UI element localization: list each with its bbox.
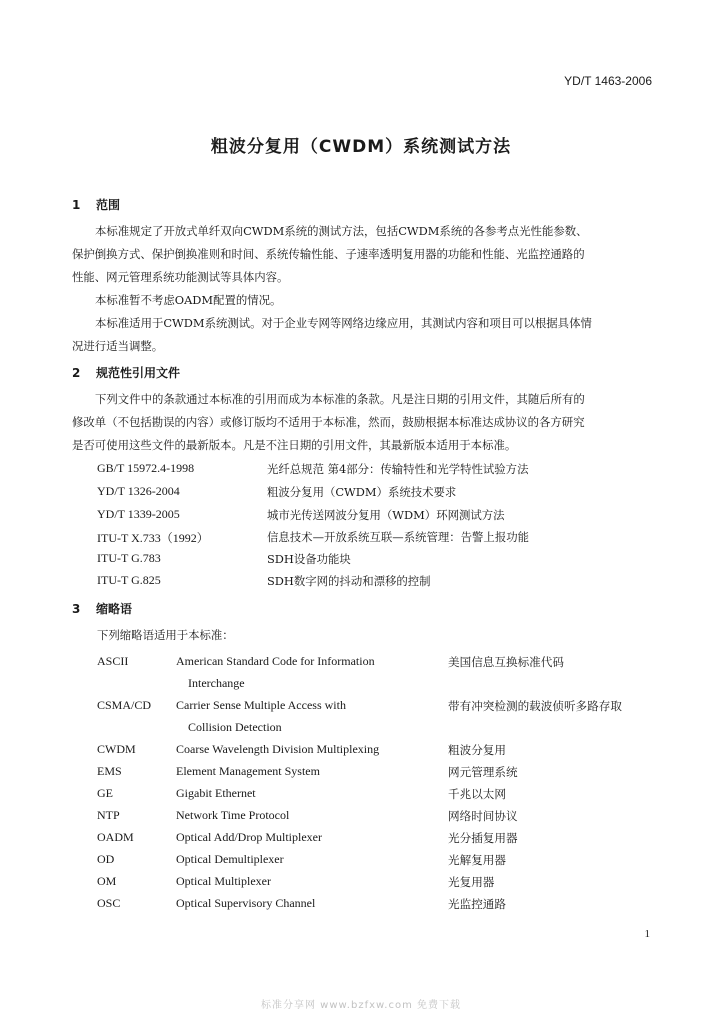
abbreviation: OM xyxy=(97,874,117,888)
abbreviation-english: Optical Demultiplexer xyxy=(176,852,284,866)
abbreviation-chinese: 光复用器 xyxy=(448,875,495,889)
abbreviation-english: American Standard Code for Information xyxy=(176,654,375,668)
abbreviation: OSC xyxy=(97,896,121,910)
paragraph-line: 本标准适用于CWDM系统测试。对于企业专网等网络边缘应用，其测试内容和项目可以根据具体情 xyxy=(95,316,592,330)
paragraph-line: 本标准规定了开放式单纤双向CWDM系统的测试方法，包括CWDM系统的各参考点光性能参数、 xyxy=(95,224,588,238)
abbreviation-english-continued: Collision Detection xyxy=(188,720,282,734)
abbreviation-english: Carrier Sense Multiple Access with xyxy=(176,698,346,712)
abbreviation-english: Gigabit Ethernet xyxy=(176,786,256,800)
reference-title: 城市光传送网波分复用（WDM）环网测试方法 xyxy=(267,508,505,522)
reference-code: ITU-T G.825 xyxy=(97,573,161,587)
reference-title: SDH设备功能块 xyxy=(267,552,351,566)
section-1-heading xyxy=(72,196,120,213)
reference-code: ITU-T X.733（1992） xyxy=(97,531,209,545)
abbreviation-english: Optical Multiplexer xyxy=(176,874,271,888)
abbreviation-chinese: 网元管理系统 xyxy=(448,765,518,779)
abbreviation-english: Network Time Protocol xyxy=(176,808,290,822)
abbreviation-english-continued: Interchange xyxy=(188,676,245,690)
abbreviation-chinese: 美国信息互换标准代码 xyxy=(448,655,564,669)
reference-title: 粗波分复用（CWDM）系统技术要求 xyxy=(267,485,457,499)
abbreviation-chinese: 光解复用器 xyxy=(448,853,506,867)
paragraph-line: 性能、网元管理系统功能测试等具体内容。 xyxy=(72,270,289,284)
reference-code: YD/T 1339-2005 xyxy=(97,507,180,521)
abbreviation: OD xyxy=(97,852,115,866)
watermark: 标准分享网 www.bzfxw.com 免费下载 xyxy=(261,1000,461,1011)
abbreviation-chinese: 光监控通路 xyxy=(448,897,506,911)
section-title: 缩略语 xyxy=(96,602,133,616)
paragraph-line: 保护倒换方式、保护倒换准则和时间、系统传输性能、子速率透明复用器的功能和性能、光监控通路的 xyxy=(72,247,585,261)
abbreviations-intro: 下列缩略语适用于本标准： xyxy=(97,628,234,642)
standard-code: YD/T 1463-2006 xyxy=(564,74,652,88)
paragraph-line: 本标准暂不考虑OADM配置的情况。 xyxy=(95,293,282,307)
reference-title: SDH数字网的抖动和漂移的控制 xyxy=(267,574,431,588)
reference-title: 信息技术—开放系统互联—系统管理：告警上报功能 xyxy=(267,530,529,544)
abbreviation-english: Optical Add/Drop Multiplexer xyxy=(176,830,322,844)
abbreviation: EMS xyxy=(97,764,122,778)
reference-title: 光纤总规范 第4部分：传输特性和光学特性试验方法 xyxy=(267,462,529,476)
abbreviation: GE xyxy=(97,786,113,800)
abbreviation-english: Optical Supervisory Channel xyxy=(176,896,316,910)
abbreviation: OADM xyxy=(97,830,134,844)
abbreviation-english: Coarse Wavelength Division Multiplexing xyxy=(176,742,380,756)
abbreviation: ASCII xyxy=(97,654,129,668)
page-number: 1 xyxy=(644,928,650,940)
section-3-heading xyxy=(72,600,132,617)
abbreviation-chinese: 千兆以太网 xyxy=(448,787,506,801)
abbreviation-chinese: 网络时间协议 xyxy=(448,809,518,823)
abbreviation: NTP xyxy=(97,808,120,822)
section-number: 3 xyxy=(72,602,81,616)
abbreviation-chinese: 粗波分复用 xyxy=(448,743,506,757)
section-title: 范围 xyxy=(96,198,121,212)
section-title: 规范性引用文件 xyxy=(96,366,181,380)
abbreviation: CSMA/CD xyxy=(97,698,152,712)
section-number: 1 xyxy=(72,198,81,212)
paragraph-line: 况进行适当调整。 xyxy=(72,339,164,353)
reference-code: YD/T 1326-2004 xyxy=(97,484,180,498)
abbreviation-chinese: 光分插复用器 xyxy=(448,831,518,845)
reference-code: GB/T 15972.4-1998 xyxy=(97,461,195,475)
paragraph-line: 是否可使用这些文件的最新版本。凡是不注日期的引用文件，其最新版本适用于本标准。 xyxy=(72,438,517,452)
paragraph-line: 修改单（不包括勘误的内容）或修订版均不适用于本标准，然而，鼓励根据本标准达成协议的各方研究 xyxy=(72,415,585,429)
reference-code: ITU-T G.783 xyxy=(97,551,161,565)
document-title: 粗波分复用（CWDM）系统测试方法 xyxy=(210,137,512,157)
abbreviation-english: Element Management System xyxy=(176,764,320,778)
abbreviation: CWDM xyxy=(97,742,136,756)
abbreviation-chinese: 带有冲突检测的载波侦听多路存取 xyxy=(448,699,622,713)
section-2-heading xyxy=(72,364,180,381)
section-number: 2 xyxy=(72,366,81,380)
paragraph-line: 下列文件中的条款通过本标准的引用而成为本标准的条款。凡是注日期的引用文件，其随后所有的 xyxy=(95,392,585,406)
